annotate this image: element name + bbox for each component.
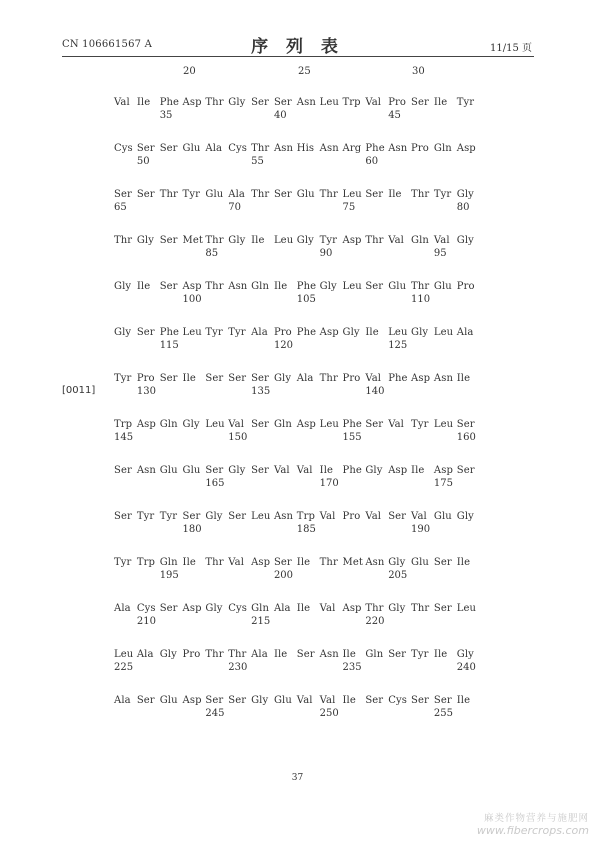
position-number: 80 (456, 202, 470, 213)
residue: Pro (456, 281, 475, 292)
residue: Ser (251, 419, 269, 430)
residue: Ala (136, 649, 154, 660)
residue: Ala (273, 603, 291, 614)
residue: Glu (273, 695, 292, 706)
residue: Ser (433, 557, 452, 568)
residue: Ile (296, 557, 311, 568)
residue: Val (433, 235, 450, 246)
residue: Phe (365, 143, 385, 154)
residue: Leu (456, 603, 477, 614)
position-number-top: 30 (412, 66, 425, 77)
position-number: 230 (228, 662, 248, 673)
residue: Asn (433, 373, 453, 384)
residue: Ser (456, 419, 475, 430)
residue: Phe (342, 419, 362, 430)
residue: Tyr (114, 373, 132, 384)
residue: Trp (136, 557, 155, 568)
position-number: 240 (456, 662, 476, 673)
residue: Thr (319, 557, 338, 568)
watermark (477, 810, 589, 837)
residue: Leu (319, 97, 339, 108)
residue: Ser (365, 281, 384, 292)
residue: Asp (136, 419, 156, 430)
page-fraction: 11/15 页 (490, 43, 532, 54)
residue: Thr (205, 97, 224, 108)
residue: Cys (114, 143, 133, 154)
residue: Pro (388, 97, 407, 108)
residue: Ile (319, 465, 334, 476)
residue: Leu (319, 419, 339, 430)
position-number: 55 (251, 156, 264, 167)
residue: Val (296, 465, 313, 476)
residue: Ile (342, 649, 356, 660)
residue: Gly (273, 373, 292, 384)
residue: Val (365, 97, 382, 108)
residue: Gln (159, 557, 178, 568)
residue: Asn (296, 97, 316, 108)
residue: Thr (228, 649, 247, 660)
residue: Ile (296, 603, 311, 614)
position-number: 200 (273, 570, 294, 581)
residue: Met (342, 557, 363, 568)
residue: Gly (182, 419, 200, 430)
residue: Leu (342, 189, 362, 200)
residue: Thr (205, 281, 224, 292)
residue: Gly (456, 189, 474, 200)
residue: Thr (411, 189, 430, 200)
residue: Glu (159, 695, 178, 706)
residue: Asn (136, 465, 156, 476)
residue: Tyr (228, 327, 246, 338)
residue: Asp (388, 465, 408, 476)
position-number: 65 (114, 202, 127, 213)
residue: Gly (251, 695, 269, 706)
residue: Glu (411, 557, 429, 568)
residue: Gly (456, 511, 474, 522)
residue: Phe (159, 97, 180, 108)
residue: Gly (114, 327, 132, 338)
residue: Arg (342, 143, 362, 154)
residue: Thr (205, 649, 224, 660)
residue: Gln (251, 281, 270, 292)
position-number: 155 (342, 432, 362, 443)
residue: Ser (388, 649, 407, 660)
residue: Thr (205, 235, 224, 246)
position-number: 170 (319, 478, 339, 489)
residue: Ser (388, 511, 407, 522)
residue: Asp (342, 235, 362, 246)
residue: Gly (228, 235, 246, 246)
residue: Thr (159, 189, 178, 200)
residue: Glu (433, 511, 452, 522)
residue: Asp (342, 603, 362, 614)
position-number: 50 (136, 156, 150, 167)
residue: Ser (365, 695, 384, 706)
position-number: 60 (365, 156, 379, 167)
residue: Asn (273, 511, 294, 522)
residue: Leu (388, 327, 408, 338)
residue: Gln (159, 419, 178, 430)
page-title: 序 列 表 (251, 37, 344, 57)
residue: Gln (433, 143, 452, 154)
residue: Ser (159, 281, 178, 292)
residue: Ser (228, 695, 247, 706)
residue: Phe (388, 373, 408, 384)
residue: Glu (433, 281, 452, 292)
position-number-top: 25 (298, 66, 311, 77)
residue: Ile (273, 281, 288, 292)
position-number: 110 (411, 294, 431, 305)
position-number-top: 20 (183, 66, 196, 77)
residue: Asp (456, 143, 476, 154)
residue: Gly (456, 235, 474, 246)
residue: Ile (251, 235, 265, 246)
residue: Asp (182, 281, 202, 292)
position-number: 135 (251, 386, 271, 397)
position-number: 185 (296, 524, 316, 535)
residue: Trp (114, 419, 133, 430)
position-number: 85 (205, 248, 219, 259)
position-number: 250 (319, 708, 339, 719)
residue: His (296, 143, 315, 154)
residue: Ala (228, 189, 245, 200)
residue: Thr (411, 281, 430, 292)
residue: Glu (159, 465, 178, 476)
residue: Tyr (159, 511, 178, 522)
residue: Pro (342, 373, 361, 384)
position-number: 75 (342, 202, 356, 213)
residue: Leu (273, 235, 294, 246)
residue: Ser (228, 373, 247, 384)
residue: Phe (342, 465, 362, 476)
residue: Ser (114, 189, 132, 200)
residue: Ser (205, 695, 224, 706)
position-number: 125 (388, 340, 408, 351)
residue: Asn (388, 143, 408, 154)
position-number: 145 (114, 432, 134, 443)
position-number: 190 (411, 524, 431, 535)
residue: Ile (182, 557, 196, 568)
residue: Pro (411, 143, 429, 154)
residue: Ser (273, 557, 292, 568)
residue: Ser (273, 97, 292, 108)
residue: Tyr (411, 649, 429, 660)
paragraph-tag: [0011] (62, 385, 96, 396)
residue: Val (411, 511, 427, 522)
residue: Glu (182, 143, 201, 154)
residue: Gly (456, 649, 474, 660)
position-number: 255 (433, 708, 453, 719)
position-number: 115 (159, 340, 179, 351)
residue: Val (388, 419, 404, 430)
position-number: 105 (296, 294, 316, 305)
residue: Gln (411, 235, 429, 246)
residue: Thr (365, 235, 384, 246)
residue: Val (228, 557, 245, 568)
residue: Ala (251, 327, 268, 338)
residue: Val (388, 235, 404, 246)
residue: Thr (319, 373, 338, 384)
residue: Ile (456, 373, 471, 384)
residue: Gln (251, 603, 270, 614)
residue: Ser (411, 695, 429, 706)
position-number: 95 (433, 248, 447, 259)
residue: Ser (159, 143, 178, 154)
residue: Ile (273, 649, 288, 660)
residue: Val (296, 695, 313, 706)
residue: Val (319, 511, 336, 522)
residue: Phe (296, 327, 317, 338)
position-number: 195 (159, 570, 179, 581)
residue: Ser (365, 419, 384, 430)
residue: Ser (136, 143, 155, 154)
residue: Leu (114, 649, 134, 660)
residue: Gly (159, 649, 177, 660)
residue: Ile (182, 373, 196, 384)
residue: Leu (182, 327, 202, 338)
residue: Trp (342, 97, 361, 108)
position-number: 90 (319, 248, 333, 259)
residue: Gly (205, 603, 223, 614)
position-number: 180 (182, 524, 202, 535)
residue: Val (319, 695, 336, 706)
residue: Gly (136, 235, 154, 246)
residue: Gly (388, 603, 406, 614)
residue: Ile (433, 97, 448, 108)
position-number: 45 (388, 110, 401, 121)
residue: Leu (342, 281, 362, 292)
residue: Glu (205, 189, 224, 200)
residue: Ser (114, 465, 132, 476)
residue: Ser (365, 189, 384, 200)
residue: Asp (433, 465, 453, 476)
position-number: 40 (273, 110, 287, 121)
residue: Tyr (456, 97, 475, 108)
residue: Tyr (319, 235, 338, 246)
residue: Ile (136, 97, 151, 108)
residue: Thr (365, 603, 384, 614)
residue: Leu (433, 419, 454, 430)
residue: Glu (388, 281, 407, 292)
residue: Ser (251, 97, 269, 108)
position-number: 220 (365, 616, 385, 627)
position-number: 130 (136, 386, 156, 397)
position-number: 100 (182, 294, 202, 305)
watermark-site-name: 麻类作物营养与施肥网 (483, 813, 589, 824)
residue: Tyr (136, 511, 155, 522)
residue: Tyr (433, 189, 452, 200)
residue: Ser (136, 695, 155, 706)
residue: Cys (388, 695, 407, 706)
residue: Asp (182, 97, 202, 108)
residue: Ser (251, 465, 269, 476)
residue: Ser (114, 511, 132, 522)
residue: Leu (205, 419, 225, 430)
residue: Tyr (205, 327, 223, 338)
residue: Ala (251, 649, 268, 660)
residue: Ile (342, 695, 356, 706)
residue: Gly (114, 281, 132, 292)
residue: Ser (205, 373, 224, 384)
residue: Thr (251, 143, 270, 154)
residue: Ser (411, 97, 429, 108)
residue: Cys (228, 603, 247, 614)
residue: Ser (433, 603, 452, 614)
residue: Ser (182, 511, 201, 522)
residue: Ile (136, 281, 151, 292)
position-number: 175 (433, 478, 453, 489)
residue: Ile (411, 465, 425, 476)
residue: Ala (456, 327, 474, 338)
position-number: 215 (251, 616, 271, 627)
residue: Val (365, 373, 382, 384)
position-number: 140 (365, 386, 385, 397)
residue: Asn (319, 649, 339, 660)
residue: Ser (296, 649, 315, 660)
residue: Gly (365, 465, 383, 476)
residue: Gly (319, 281, 337, 292)
residue: Ser (159, 373, 178, 384)
position-number: 235 (342, 662, 362, 673)
residue: Ile (456, 695, 471, 706)
residue: Ala (296, 373, 314, 384)
position-number: 70 (228, 202, 241, 213)
residue: Pro (182, 649, 201, 660)
residue: Met (182, 235, 204, 246)
residue: Pro (342, 511, 361, 522)
residue: Asp (182, 695, 202, 706)
residue: Ser (456, 465, 475, 476)
residue: Val (319, 603, 336, 614)
residue: Val (114, 97, 130, 108)
residue: Ile (365, 327, 379, 338)
residue: Gly (342, 327, 360, 338)
residue: Tyr (182, 189, 200, 200)
residue: Asp (411, 373, 431, 384)
residue: Val (228, 419, 245, 430)
residue: Ile (456, 557, 471, 568)
residue: Ser (433, 695, 452, 706)
residue: Gly (296, 235, 314, 246)
residue: Ala (205, 143, 223, 154)
residue: Thr (205, 557, 224, 568)
residue: Ser (251, 373, 269, 384)
residue: Asp (182, 603, 202, 614)
residue: Pro (273, 327, 292, 338)
residue: Ser (136, 189, 155, 200)
patent-id: CN 106661567 A (62, 39, 153, 50)
position-number: 35 (159, 110, 173, 121)
residue: Gly (388, 557, 406, 568)
residue: Thr (319, 189, 338, 200)
position-number: 120 (273, 340, 294, 351)
residue: Val (273, 465, 290, 476)
residue: Val (365, 511, 382, 522)
residue: Trp (296, 511, 315, 522)
residue: Asn (365, 557, 385, 568)
residue: Gly (228, 465, 246, 476)
position-number: 225 (114, 662, 134, 673)
page-number: 37 (291, 773, 304, 783)
residue: Ser (205, 465, 224, 476)
residue: Ser (228, 511, 247, 522)
residue: Ser (136, 327, 155, 338)
residue: Gly (228, 97, 246, 108)
residue: Ile (388, 189, 402, 200)
residue: Cys (136, 603, 156, 614)
residue: Gly (205, 511, 223, 522)
residue: Asn (228, 281, 248, 292)
residue: Pro (136, 373, 155, 384)
residue: Gln (273, 419, 292, 430)
residue: Cys (228, 143, 247, 154)
residue: Asp (296, 419, 316, 430)
residue: Asn (319, 143, 339, 154)
residue: Leu (251, 511, 271, 522)
residue: Asn (273, 143, 294, 154)
residue: Ser (159, 235, 178, 246)
residue: Ile (433, 649, 448, 660)
residue: Asp (251, 557, 271, 568)
residue: Gln (365, 649, 384, 660)
position-number: 205 (388, 570, 408, 581)
residue: Thr (114, 235, 133, 246)
residue: Thr (251, 189, 270, 200)
position-number: 245 (205, 708, 225, 719)
residue: Leu (433, 327, 454, 338)
residue: Thr (411, 603, 430, 614)
residue: Tyr (114, 557, 132, 568)
residue: Glu (296, 189, 315, 200)
residue: Ser (273, 189, 292, 200)
residue: Ala (114, 695, 131, 706)
position-number: 165 (205, 478, 225, 489)
position-number: 150 (228, 432, 248, 443)
residue: Phe (159, 327, 180, 338)
position-number: 210 (136, 616, 156, 627)
residue: Glu (182, 465, 201, 476)
residue: Ala (114, 603, 131, 614)
residue: Ser (159, 603, 178, 614)
watermark-url: www.fibercrops.com (476, 824, 589, 837)
residue: Gly (411, 327, 429, 338)
position-number: 160 (456, 432, 476, 443)
residue: Asp (319, 327, 339, 338)
residue: Phe (296, 281, 317, 292)
residue: Tyr (411, 419, 429, 430)
